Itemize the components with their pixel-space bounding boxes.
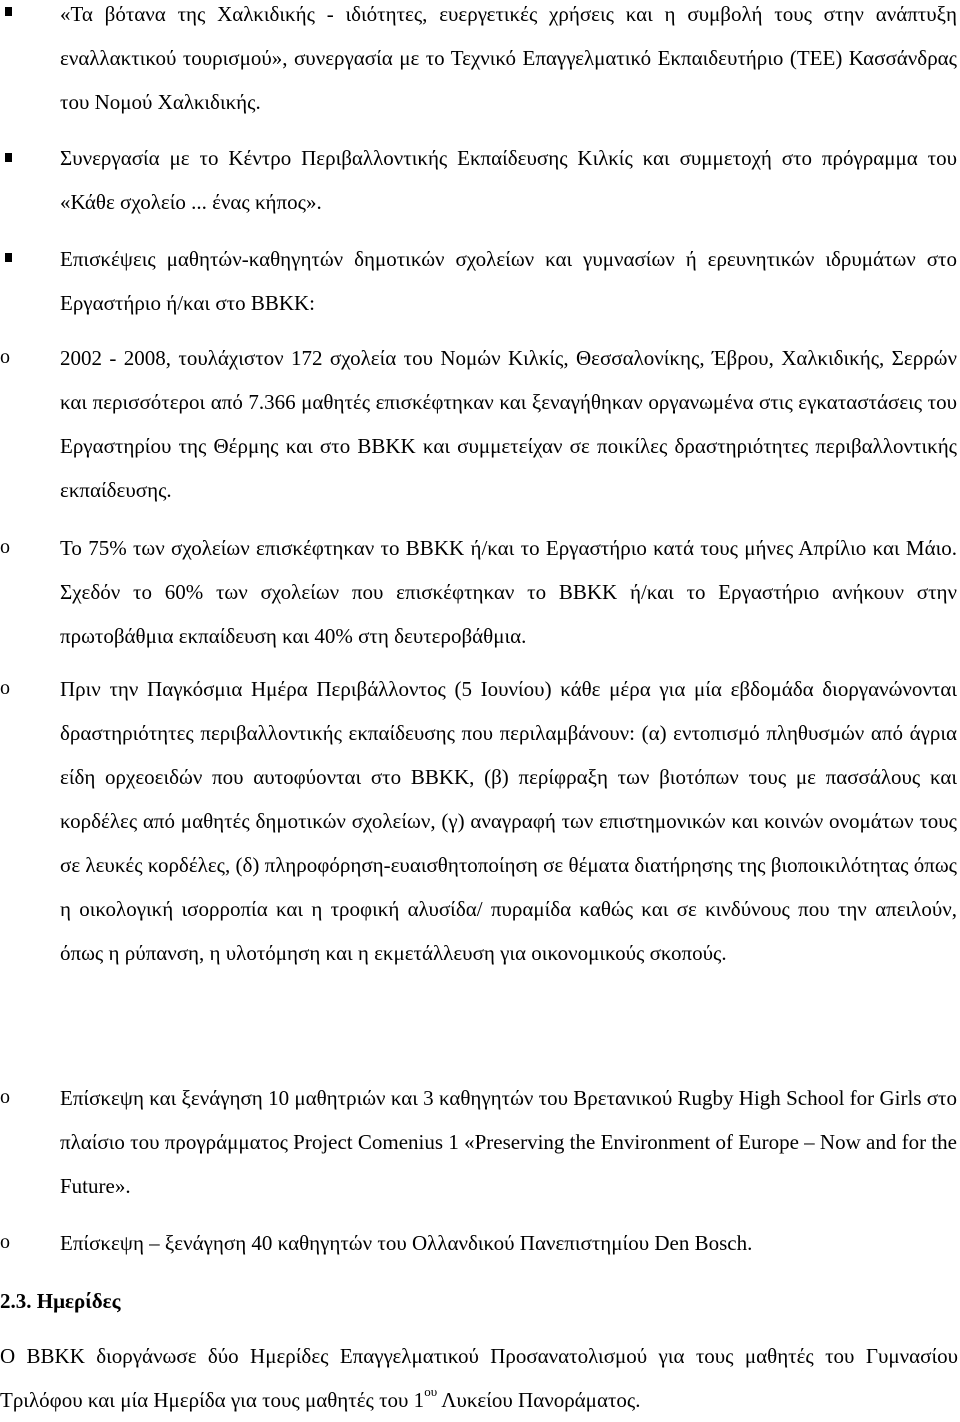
paragraph-text-end: Λυκείου Πανοράματος. — [437, 1388, 641, 1412]
sub-bullet-marker: o — [0, 536, 10, 558]
bullet-item: Συνεργασία με το Κέντρο Περιβαλλοντικής Εκπαίδευσης Κιλκίς και συμμετοχή στο πρόγραμμα του «Κάθε σχολείο ... ένας κήπος». — [60, 146, 957, 214]
paragraph-text: Ο ΒΒΚΚ διοργάνωσε δύο Ημερίδες Επαγγελματικού Προσανατολισμού για τους μαθητές του Γυμνασίου Τριλόφου και μία Ημερίδα για τους μαθητές του 1 — [0, 1344, 958, 1412]
bullet-item: Επισκέψεις μαθητών-καθηγητών δημοτικών σχολείων και γυμνασίων ή ερευνητικών ιδρυμάτων στο Εργαστήριο ή/και στο ΒΒΚΚ: — [60, 247, 957, 315]
section-paragraph — [0, 1334, 958, 1422]
sub-bullet-marker: o — [0, 677, 10, 699]
bullet-item: «Τα βότανα της Χαλκιδικής - ιδιότητες, ευεργετικές χρήσεις και η συμβολή τους στην ανάπτυξη εναλλακτικού τουρισμού», συνεργασία με το Τεχνικό Επαγγελματικό Εκπαιδευτήριο (ΤΕΕ) Κασσάνδρας του Νομού Χαλκιδικής. — [60, 2, 957, 114]
sub-bullet-marker: o — [0, 1231, 10, 1253]
section-heading: 2.3. Ημερίδες — [0, 1289, 121, 1313]
square-bullet-icon — [5, 153, 12, 162]
square-bullet-icon — [5, 7, 12, 16]
ordinal-superscript: ου — [424, 1384, 438, 1399]
sub-list-item: Επίσκεψη – ξενάγηση 40 καθηγητών του Ολλανδικού Πανεπιστημίου Den Bosch. — [60, 1231, 753, 1255]
sub-list-item: Το 75% των σχολείων επισκέφτηκαν το ΒΒΚΚ ή/και το Εργαστήριο κατά τους μήνες Απρίλιο και Μάιο. Σχεδόν το 60% των σχολείων που επισκέφτηκαν το ΒΒΚΚ ή/και το Εργαστήριο ανήκουν στην πρωτοβάθμια εκπαίδευση και 40% στη δευτεροβάθμια. — [60, 536, 957, 648]
square-bullet-icon — [5, 253, 12, 262]
sub-list-item: 2002 - 2008, τουλάχιστον 172 σχολεία του Νομών Κιλκίς, Θεσσαλονίκης, Έβρου, Χαλκιδικής, Σερρών και περισσότεροι από 7.366 μαθητές επισκέφτηκαν και ξεναγήθηκαν οργανωμένα στις εγκαταστάσεις του Εργαστηρίου της Θέρμης και στο ΒΒΚΚ και συμμετείχαν σε ποικίλες δραστηριότητες περιβαλλοντικής εκπαίδευσης. — [60, 346, 957, 502]
sub-list-item: Πριν την Παγκόσμια Ημέρα Περιβάλλοντος (5 Ιουνίου) κάθε μέρα για μία εβδομάδα διοργανώνονται δραστηριότητες περιβαλλοντικής εκπαίδευσης που περιλαμβάνουν: (α) εντοπισμό πληθυσμών από άγρια είδη ορχεοειδών που αυτοφύονται στο ΒΒΚΚ, (β) περίφραξη των βιοτόπων τους με πασσάλους και κορδέλες από μαθητές δημοτικών σχολείων, (γ) αναγραφή των επιστημονικών και κοινών ονομάτων τους σε λευκές κορδέλες, (δ) πληροφόρηση-ευαισθητοποίηση σε θέματα διατήρησης της βιοποικιλότητας όπως η οικολογική ισορροπία και η τροφική αλυσίδα/ πυραμίδα καθώς και σε κινδύνους που την απειλούν, όπως η ρύπανση, η υλοτόμηση και η εκμετάλλευση για οικονομικούς σκοπούς. — [60, 677, 957, 965]
sub-bullet-marker: o — [0, 1086, 10, 1108]
sub-bullet-marker: o — [0, 346, 10, 368]
sub-list-item: Επίσκεψη και ξενάγηση 10 μαθητριών και 3 καθηγητών του Βρετανικού Rugby High School for Girls στο πλαίσιο του προγράμματος Project Comenius 1 «Preserving the Environment of Europe – Now and for the Future». — [60, 1086, 957, 1198]
